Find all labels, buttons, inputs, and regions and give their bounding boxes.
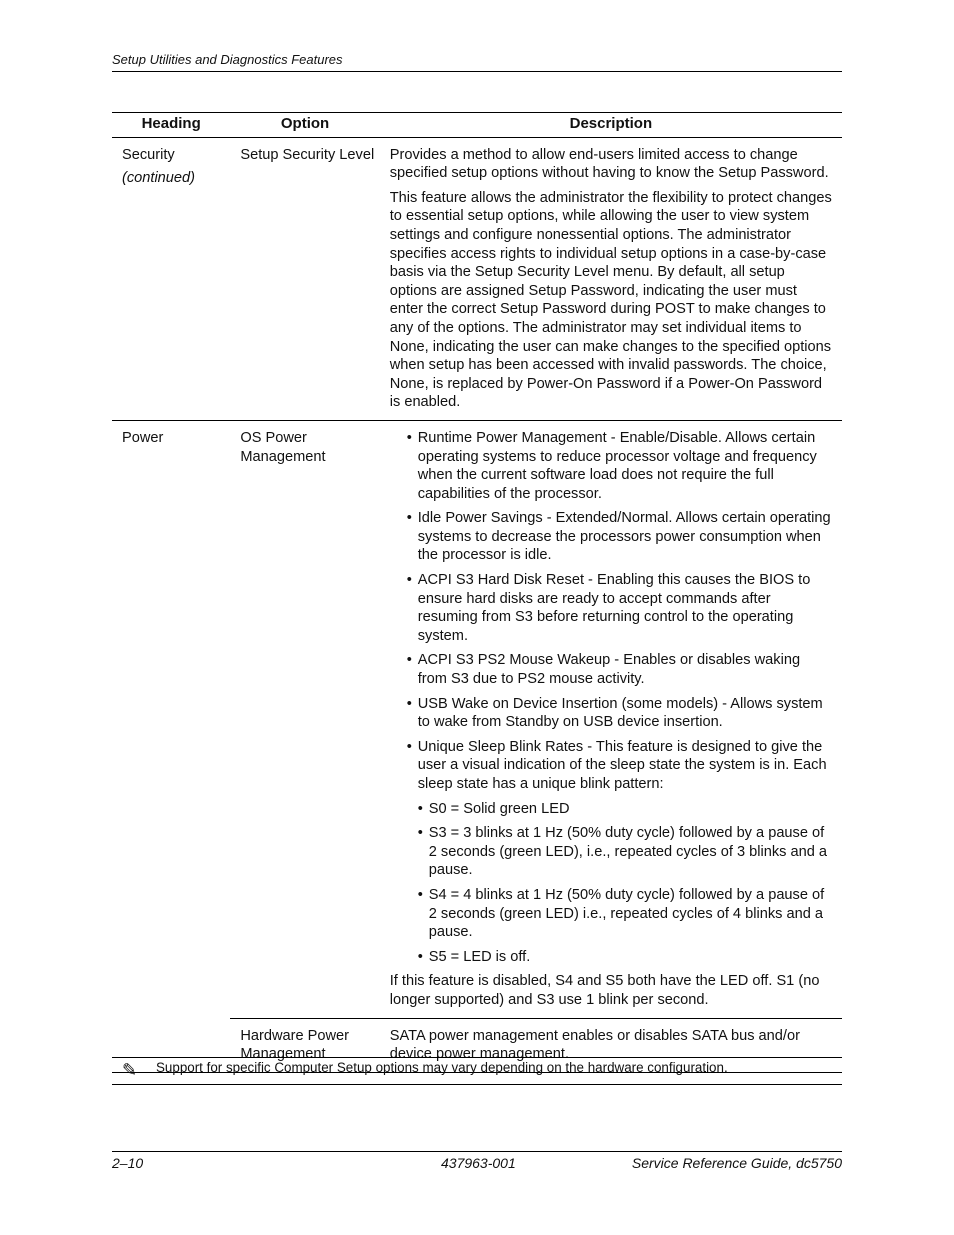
list-item: • S0 = Solid green LED [418, 800, 832, 819]
list-item: • S4 = 4 blinks at 1 Hz (50% duty cycle) followed by a pause of 2 seconds (green LED) i.e., repeated cycles of 4 blinks and a pause. [418, 886, 832, 942]
pencil-note-icon: ✎ [122, 1060, 138, 1080]
list-item: • Unique Sleep Blink Rates - This feature is designed to give the user a visual indication of the sleep state the system is in. Each sleep state has a unique blink pattern: [407, 738, 832, 794]
table-row-power-os [112, 420, 842, 1018]
hardware-power-management-option: Hardware Power Management [240, 1027, 350, 1063]
setup-security-level-option: Setup Security Level [240, 146, 375, 163]
guide-title: Service Reference Guide, dc5750 [631, 1155, 842, 1171]
security-heading-cell [112, 137, 230, 420]
note-text: Support for specific Computer Setup options may vary depending on the hardware configuration. [156, 1060, 728, 1075]
table-row-security [112, 137, 842, 420]
os-power-option-cell [230, 420, 379, 1018]
footer-rule [112, 1151, 842, 1152]
security-description-detail: This feature allows the administrator the flexibility to protect changes to essential setup options, while allowing the user to view system settings and configure nonessential options. The administrator specifies access rights to individual setup options in a case-by-case basis via the Setup Security Level menu. By default, all setup options are assigned Setup Password, indicating the user must enter the correct Setup Password during POST to make changes to any of the options. The administrator may set individual items to None, indicating the user can make changes to the specified options when setup has been accessed with invalid passwords. The choice, None, is replaced by Power-On Password if a Power-On Password is enabled. [389, 189, 832, 411]
column-header-heading: Heading [112, 113, 230, 138]
security-heading-continued: (continued) [122, 170, 196, 187]
table-header-row [112, 113, 842, 138]
list-item: • Idle Power Savings - Extended/Normal. Allows certain operating systems to decrease the processors power consumption when the processor is idle. [407, 509, 832, 565]
hardware-power-description: SATA power management enables or disables SATA bus and/or device power management. [389, 1027, 800, 1063]
header-rule [112, 71, 842, 72]
list-item: • S5 = LED is off. [418, 948, 832, 967]
sleep-blink-rate-list [390, 800, 832, 967]
security-description-intro: Provides a method to allow end-users limited access to change specified setup options without having to know the Setup Password. [389, 146, 829, 182]
page-number: 2–10 [112, 1155, 144, 1171]
setup-options-table [112, 112, 842, 1073]
os-power-description-cell [380, 420, 842, 1018]
hardware-config-note [112, 1057, 842, 1085]
list-item: • USB Wake on Device Insertion (some models) - Allows system to wake from Standby on USB device insertion. [407, 695, 832, 732]
column-header-description: Description [380, 113, 842, 138]
blink-rate-closing-note: If this feature is disabled, S4 and S5 both have the LED off. S1 (no longer supported) and S3 use 1 blink per second. [389, 973, 820, 1008]
power-heading: Power [122, 429, 164, 446]
column-header-option: Option [230, 113, 379, 138]
security-heading: Security [122, 146, 175, 163]
security-description-cell [380, 137, 842, 420]
os-power-management-option: OS Power Management [240, 429, 326, 465]
document-number: 437963-001 [441, 1155, 516, 1171]
list-item: • Runtime Power Management - Enable/Disable. Allows certain operating systems to reduce processor voltage and frequency when the current software load does not require the full capabilities of the processor. [407, 429, 832, 503]
list-item: • S3 = 3 blinks at 1 Hz (50% duty cycle) followed by a pause of 2 seconds (green LED), i.e., repeated cycles of 3 blinks and a pause. [418, 824, 832, 880]
list-item: • ACPI S3 Hard Disk Reset - Enabling this causes the BIOS to ensure hard disks are ready to accept commands after resuming from S3 before returning control to the operating system. [407, 571, 832, 645]
security-option-cell [230, 137, 379, 420]
running-head: Setup Utilities and Diagnostics Features [112, 52, 343, 67]
power-heading-cell [112, 420, 230, 1072]
os-power-feature-list [390, 429, 832, 794]
list-item: • ACPI S3 PS2 Mouse Wakeup - Enables or disables waking from S3 due to PS2 mouse activity. [407, 651, 832, 688]
